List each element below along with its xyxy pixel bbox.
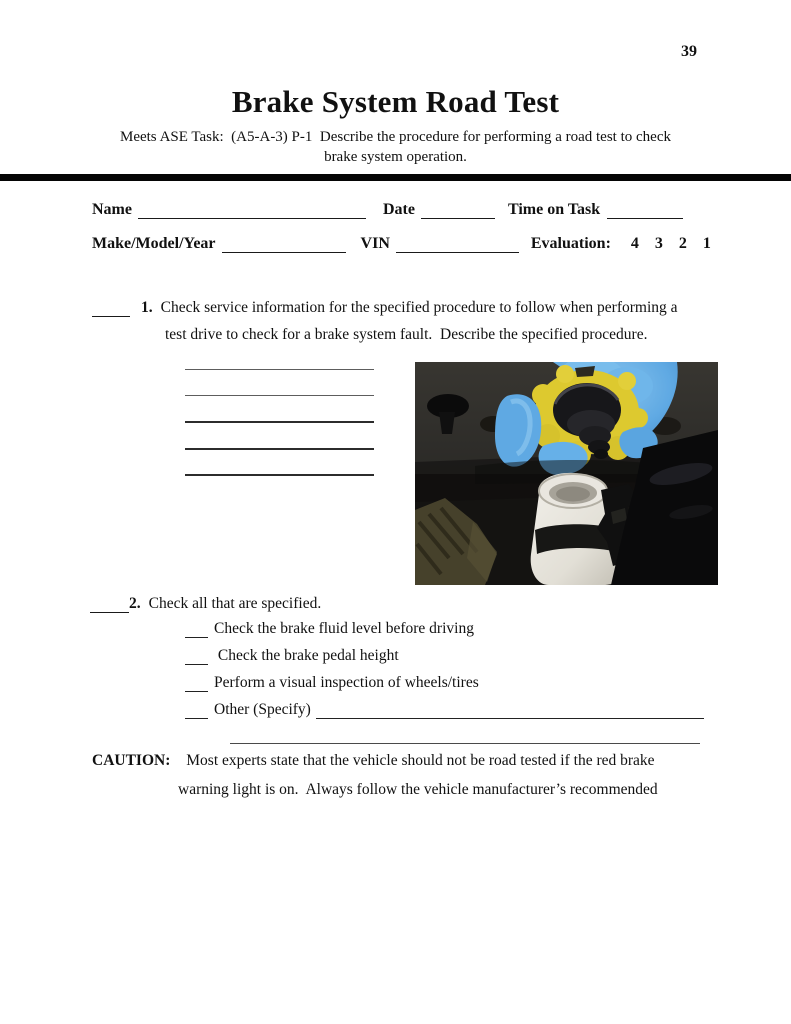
checklist-item-wheels-tires [185, 674, 479, 692]
name-label: Name [92, 201, 132, 218]
checklist-item-other [185, 701, 704, 719]
reservoir-photo-graphic [415, 362, 718, 585]
task-1-score-blank[interactable] [92, 302, 130, 317]
time-on-task-label: Time on Task [507, 201, 601, 218]
vin-blank[interactable] [396, 236, 519, 253]
check-blank-1[interactable] [185, 623, 208, 638]
form-row-vehicle [92, 235, 711, 253]
divider-rule [0, 174, 791, 181]
task-1-row [92, 299, 678, 317]
answer-line-5[interactable] [185, 474, 374, 476]
evaluation-score-3[interactable]: 3 [654, 235, 663, 252]
vehicle-label: Make/Model/Year [92, 235, 216, 252]
vehicle-blank[interactable] [222, 236, 346, 253]
caution-text-line2: warning light is on. Always follow the vehicle manufacturer’s recommended [178, 781, 658, 798]
task-2-text: Check all that are specified. [148, 595, 322, 612]
page-title: Brake System Road Test [231, 84, 560, 119]
check-blank-4[interactable] [185, 704, 208, 719]
task-1-text-line2: test drive to check for a brake system fault. Describe the specified procedure. [165, 326, 648, 343]
form-row-identity [92, 201, 683, 219]
time-on-task-blank[interactable] [607, 202, 683, 219]
vin-label: VIN [360, 235, 390, 252]
task-1-text-line1: Check service information for the specified procedure to follow when performing a [160, 299, 678, 316]
caution-label: CAUTION: [92, 752, 171, 769]
other-specify-blank[interactable] [316, 704, 704, 719]
ase-task-description-line2: brake system operation. [324, 149, 467, 165]
answer-line-3[interactable] [185, 421, 374, 423]
date-blank[interactable] [421, 202, 495, 219]
name-blank[interactable] [138, 202, 366, 219]
task-2-score-blank[interactable] [90, 598, 129, 613]
other-specify-continuation-blank[interactable] [230, 726, 700, 744]
task-1-number: 1. [141, 299, 153, 316]
checklist-label-2: Check the brake pedal height [214, 647, 399, 664]
answer-line-4[interactable] [185, 448, 374, 450]
checklist-item-pedal-height [185, 647, 399, 665]
answer-line-2[interactable] [185, 395, 374, 396]
task-2-number: 2. [129, 595, 141, 612]
checklist-label-4: Other (Specify) [214, 701, 311, 718]
check-blank-3[interactable] [185, 677, 208, 692]
evaluation-score-4[interactable]: 4 [630, 235, 639, 252]
date-label: Date [382, 201, 415, 218]
checklist-label-3: Perform a visual inspection of wheels/tires [214, 674, 479, 691]
caution-row [92, 752, 655, 770]
reservoir-photo [415, 362, 718, 585]
checklist-label-1: Check the brake fluid level before driving [214, 620, 474, 637]
evaluation-score-2[interactable]: 2 [678, 235, 687, 252]
page-number: 39 [681, 43, 697, 60]
ase-task-description-line1: Meets ASE Task: (A5-A-3) P-1 Describe the procedure for performing a road test to check [119, 129, 671, 145]
check-blank-2[interactable] [185, 650, 208, 665]
evaluation-label: Evaluation: [530, 235, 611, 252]
task-2-row [90, 595, 321, 613]
caution-text-line1: Most experts state that the vehicle should not be road tested if the red brake [186, 752, 655, 769]
answer-line-1[interactable] [185, 369, 374, 370]
checklist-item-brake-fluid [185, 620, 474, 638]
evaluation-score-1[interactable]: 1 [702, 235, 711, 252]
